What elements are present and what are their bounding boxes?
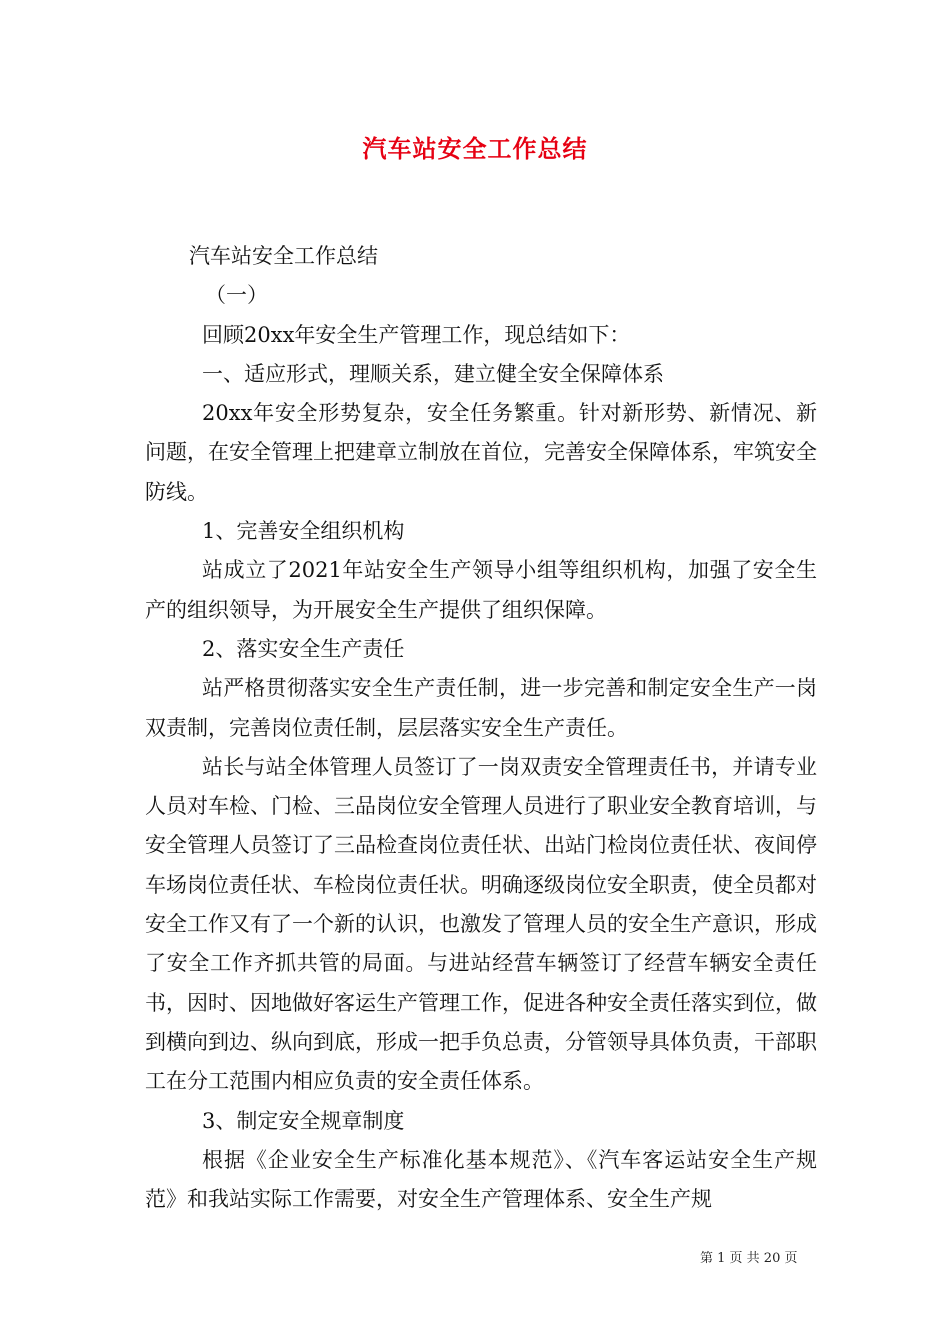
document-title: 汽车站安全工作总结 (362, 134, 588, 163)
body-paragraph: 站成立了2021年站安全生产领导小组等组织机构，加强了安全生产的组织领导，为开展安全生产提供了组织保障。 (145, 558, 817, 622)
item-heading: 3、制定安全规章制度 (202, 1108, 405, 1133)
document-body (145, 237, 817, 1219)
body-paragraph: 站长与站全体管理人员签订了一岗双责安全管理责任书，并请专业人员对车检、门检、三品岗位安全管理人员进行了职业安全教育培训，与安全管理人员签订了三品检查岗位责任状、出站门检岗位责任状、夜间停车场岗位责任状、车检岗位责任状。明确逐级岗位安全职责，使全员都对安全工作又有了一个新的认识，也激发了管理人员的安全生产意识，形成了安全工作齐抓共管的局面。与进站经营车辆签订了经营车辆安全责任书，因时、因地做好客运生产管理工作，促进各种安全责任落实到位，做到横向到边、纵向到底，形成一把手负总责，分管领导具体负责，干部职工在分工范围内相应负责的安全责任体系。 (145, 754, 817, 1094)
body-paragraph: 站严格贯彻落实安全生产责任制，进一步完善和制定安全生产一岗双责制，完善岗位责任制，层层落实安全生产责任。 (145, 676, 817, 740)
section-number: （一） (205, 283, 268, 308)
body-paragraph: 20xx年安全形势复杂，安全任务繁重。针对新形势、新情况、新问题，在安全管理上把建章立制放在首位，完善安全保障体系，牢筑安全防线。 (145, 401, 817, 504)
part-heading: 一、适应形式，理顺关系，建立健全安全保障体系 (202, 361, 664, 386)
page-number: 第 1 页 共 20 页 (700, 1251, 798, 1266)
item-heading: 2、落实安全生产责任 (202, 636, 405, 661)
body-paragraph: 根据《企业安全生产标准化基本规范》、《汽车客运站安全生产规范》和我站实际工作需要，对安全生产管理体系、安全生产规 (145, 1147, 817, 1212)
section-heading: 汽车站安全工作总结 (189, 244, 378, 268)
intro-paragraph: 回顾20xx年安全生产管理工作，现总结如下： (202, 322, 631, 347)
item-heading: 1、完善安全组织机构 (202, 519, 405, 544)
